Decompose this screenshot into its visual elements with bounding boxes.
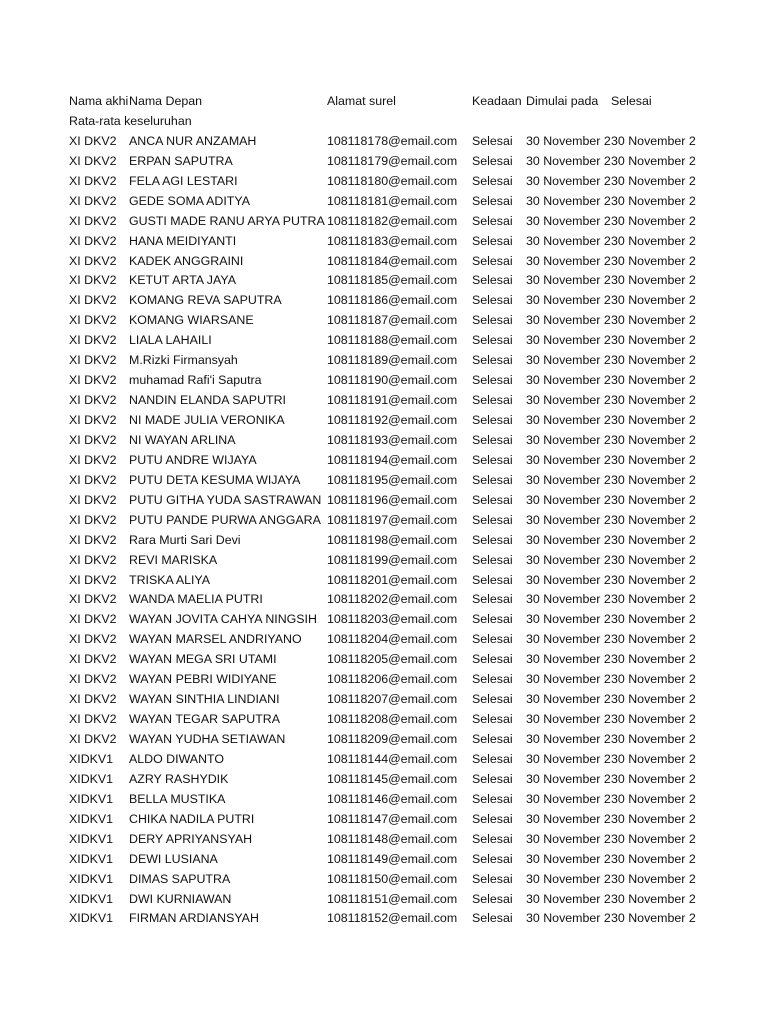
cell-name: CHIKA NADILA PUTRI	[129, 811, 255, 826]
cell-started: 30 November 2	[526, 373, 611, 388]
cell-started: 30 November 2	[526, 492, 611, 507]
cell-started: 30 November 2	[526, 532, 611, 547]
cell-class: XI DKV2	[69, 153, 117, 168]
cell-state: Selesai	[472, 732, 513, 746]
cell-class: XI DKV2	[69, 253, 117, 268]
cell-class: XI DKV2	[69, 432, 117, 447]
table-row	[69, 571, 709, 591]
table-row	[69, 551, 709, 571]
cell-class: XI DKV2	[69, 472, 117, 487]
cell-finished: 30 November 2	[611, 512, 696, 527]
cell-email: 108118199@email.com	[327, 552, 458, 567]
cell-state: Selesai	[472, 632, 513, 647]
cell-class: XIDKV1	[69, 831, 114, 846]
cell-class: XI DKV2	[69, 552, 117, 567]
overall-average-label: Rata-rata keseluruhan	[69, 113, 192, 128]
header-email: Alamat surel	[327, 94, 396, 108]
cell-email: 108118209@email.com	[327, 732, 458, 746]
cell-started: 30 November 2	[526, 911, 611, 926]
cell-started: 30 November 2	[526, 612, 611, 627]
cell-name: WAYAN TEGAR SAPUTRA	[129, 712, 281, 727]
cell-class: XI DKV2	[69, 492, 117, 507]
table-row	[69, 890, 709, 910]
cell-finished: 30 November 2	[611, 413, 696, 427]
cell-name: WAYAN JOVITA CAHYA NINGSIH	[129, 612, 317, 627]
cell-email: 108118178@email.com	[327, 133, 458, 148]
cell-email: 108118149@email.com	[327, 851, 458, 866]
cell-state: Selesai	[472, 153, 513, 168]
cell-finished: 30 November 2	[611, 791, 696, 806]
cell-email: 108118187@email.com	[327, 313, 458, 328]
cell-class: XI DKV2	[69, 413, 117, 427]
cell-email: 108118152@email.com	[327, 911, 458, 926]
cell-class: XIDKV1	[69, 851, 114, 866]
cell-class: XI DKV2	[69, 532, 117, 547]
cell-name: FIRMAN ARDIANSYAH	[129, 911, 259, 926]
cell-started: 30 November 2	[526, 193, 611, 208]
cell-class: XI DKV2	[69, 712, 117, 727]
cell-class: XI DKV2	[69, 333, 117, 348]
cell-started: 30 November 2	[526, 552, 611, 567]
cell-started: 30 November 2	[526, 313, 611, 328]
cell-class: XIDKV1	[69, 811, 114, 826]
table-row	[69, 391, 709, 411]
cell-email: 108118185@email.com	[327, 273, 458, 288]
cell-started: 30 November 2	[526, 452, 611, 467]
cell-name: NI WAYAN ARLINA	[129, 432, 236, 447]
cell-finished: 30 November 2	[611, 492, 696, 507]
table-row	[69, 311, 709, 331]
cell-class: XI DKV2	[69, 193, 117, 208]
cell-state: Selesai	[472, 771, 513, 786]
cell-started: 30 November 2	[526, 771, 611, 786]
cell-finished: 30 November 2	[611, 173, 696, 188]
cell-finished: 30 November 2	[611, 732, 696, 746]
cell-email: 108118204@email.com	[327, 632, 458, 647]
cell-finished: 30 November 2	[611, 851, 696, 866]
cell-finished: 30 November 2	[611, 253, 696, 268]
cell-finished: 30 November 2	[611, 751, 696, 766]
cell-email: 108118206@email.com	[327, 672, 458, 687]
cell-state: Selesai	[472, 831, 513, 846]
table-row	[69, 511, 709, 531]
cell-state: Selesai	[472, 133, 513, 148]
cell-finished: 30 November 2	[611, 672, 696, 687]
table-row	[69, 192, 709, 212]
cell-email: 108118196@email.com	[327, 492, 458, 507]
table-row	[69, 909, 709, 929]
cell-state: Selesai	[472, 791, 513, 806]
cell-state: Selesai	[472, 273, 513, 288]
cell-class: XI DKV2	[69, 173, 117, 188]
cell-name: KETUT ARTA JAYA	[129, 273, 236, 288]
table-row	[69, 232, 709, 252]
cell-state: Selesai	[472, 213, 513, 228]
cell-finished: 30 November 2	[611, 472, 696, 487]
cell-state: Selesai	[472, 173, 513, 188]
cell-finished: 30 November 2	[611, 233, 696, 248]
header-first-name: Nama Depan	[129, 94, 203, 108]
table-row	[69, 172, 709, 192]
cell-email: 108118208@email.com	[327, 712, 458, 727]
cell-email: 108118179@email.com	[327, 153, 458, 168]
cell-started: 30 November 2	[526, 811, 611, 826]
cell-state: Selesai	[472, 712, 513, 727]
cell-state: Selesai	[472, 572, 513, 587]
cell-started: 30 November 2	[526, 632, 611, 647]
cell-name: REVI MARISKA	[129, 552, 218, 567]
data-rows	[69, 132, 709, 930]
cell-started: 30 November 2	[526, 652, 611, 667]
cell-name: PUTU ANDRE WIJAYA	[129, 452, 257, 467]
cell-name: GEDE SOMA ADITYA	[129, 193, 250, 208]
cell-class: XI DKV2	[69, 452, 117, 467]
table-row	[69, 331, 709, 351]
cell-state: Selesai	[472, 313, 513, 328]
cell-started: 30 November 2	[526, 472, 611, 487]
cell-state: Selesai	[472, 393, 513, 408]
cell-state: Selesai	[472, 253, 513, 268]
cell-class: XIDKV1	[69, 771, 114, 786]
table-row	[69, 471, 709, 491]
cell-state: Selesai	[472, 452, 513, 467]
cell-state: Selesai	[472, 612, 513, 627]
cell-name: ANCA NUR ANZAMAH	[129, 133, 257, 148]
cell-class: XIDKV1	[69, 891, 114, 906]
cell-email: 108118202@email.com	[327, 592, 458, 607]
cell-finished: 30 November 2	[611, 771, 696, 786]
cell-finished: 30 November 2	[611, 831, 696, 846]
cell-finished: 30 November 2	[611, 612, 696, 627]
cell-name: PUTU GITHA YUDA SASTRAWAN	[129, 492, 322, 507]
cell-class: XI DKV2	[69, 592, 117, 607]
cell-finished: 30 November 2	[611, 692, 696, 707]
cell-started: 30 November 2	[526, 831, 611, 846]
cell-state: Selesai	[472, 592, 513, 607]
cell-email: 108118151@email.com	[327, 891, 458, 906]
cell-name: DWI KURNIAWAN	[129, 891, 232, 906]
table-row	[69, 850, 709, 870]
table-row	[69, 670, 709, 690]
cell-started: 30 November 2	[526, 293, 611, 308]
cell-name: KADEK ANGGRAINI	[129, 253, 244, 268]
cell-started: 30 November 2	[526, 891, 611, 906]
cell-started: 30 November 2	[526, 692, 611, 707]
cell-state: Selesai	[472, 333, 513, 348]
cell-started: 30 November 2	[526, 173, 611, 188]
cell-finished: 30 November 2	[611, 193, 696, 208]
cell-finished: 30 November 2	[611, 652, 696, 667]
cell-finished: 30 November 2	[611, 213, 696, 228]
cell-state: Selesai	[472, 373, 513, 388]
cell-state: Selesai	[472, 811, 513, 826]
cell-name: HANA MEIDIYANTI	[129, 233, 237, 248]
cell-state: Selesai	[472, 472, 513, 487]
cell-email: 108118203@email.com	[327, 612, 458, 627]
table-row	[69, 650, 709, 670]
cell-class: XIDKV1	[69, 751, 114, 766]
table-row	[69, 590, 709, 610]
cell-state: Selesai	[472, 512, 513, 527]
header-last-name: Nama akhi	[69, 94, 129, 108]
cell-name: PUTU DETA KESUMA WIJAYA	[129, 472, 301, 487]
cell-finished: 30 November 2	[611, 911, 696, 926]
cell-state: Selesai	[472, 293, 513, 308]
cell-name: WAYAN YUDHA SETIAWAN	[129, 732, 286, 746]
table-row	[69, 690, 709, 710]
table-row	[69, 710, 709, 730]
table-row	[69, 610, 709, 630]
table-row	[69, 870, 709, 890]
cell-email: 108118144@email.com	[327, 751, 458, 766]
cell-state: Selesai	[472, 353, 513, 368]
table-row	[69, 132, 709, 152]
overall-average-row	[69, 112, 709, 132]
table-row	[69, 152, 709, 172]
cell-finished: 30 November 2	[611, 373, 696, 388]
cell-finished: 30 November 2	[611, 572, 696, 587]
table-row	[69, 291, 709, 311]
cell-started: 30 November 2	[526, 432, 611, 447]
cell-email: 108118194@email.com	[327, 452, 458, 467]
cell-state: Selesai	[472, 692, 513, 707]
header-row	[69, 92, 709, 112]
cell-name: DERY APRIYANSYAH	[129, 831, 253, 846]
cell-class: XI DKV2	[69, 512, 117, 527]
cell-finished: 30 November 2	[611, 712, 696, 727]
cell-class: XI DKV2	[69, 572, 117, 587]
cell-name: WANDA MAELIA PUTRI	[129, 592, 263, 607]
cell-finished: 30 November 2	[611, 891, 696, 906]
cell-state: Selesai	[472, 871, 513, 886]
cell-finished: 30 November 2	[611, 273, 696, 288]
cell-started: 30 November 2	[526, 253, 611, 268]
header-finished: Selesai	[611, 94, 652, 108]
cell-email: 108118207@email.com	[327, 692, 458, 707]
cell-finished: 30 November 2	[611, 532, 696, 547]
table-row	[69, 770, 709, 790]
cell-email: 108118193@email.com	[327, 432, 458, 447]
cell-name: DEWI LUSIANA	[129, 851, 218, 866]
cell-email: 108118181@email.com	[327, 193, 458, 208]
cell-name: GUSTI MADE RANU ARYA PUTRA	[129, 213, 325, 228]
cell-state: Selesai	[472, 233, 513, 248]
cell-state: Selesai	[472, 851, 513, 866]
cell-started: 30 November 2	[526, 572, 611, 587]
cell-email: 108118197@email.com	[327, 512, 458, 527]
cell-email: 108118198@email.com	[327, 532, 458, 547]
table-row	[69, 451, 709, 471]
cell-started: 30 November 2	[526, 851, 611, 866]
cell-name: WAYAN PEBRI WIDIYANE	[129, 672, 277, 687]
cell-state: Selesai	[472, 652, 513, 667]
cell-started: 30 November 2	[526, 233, 611, 248]
table-row	[69, 351, 709, 371]
table-row	[69, 371, 709, 391]
cell-started: 30 November 2	[526, 413, 611, 427]
cell-class: XI DKV2	[69, 213, 117, 228]
cell-state: Selesai	[472, 413, 513, 427]
cell-state: Selesai	[472, 432, 513, 447]
cell-class: XI DKV2	[69, 373, 117, 388]
cell-started: 30 November 2	[526, 672, 611, 687]
cell-email: 108118146@email.com	[327, 791, 458, 806]
spreadsheet-sheet	[69, 92, 709, 929]
cell-email: 108118192@email.com	[327, 413, 458, 427]
cell-finished: 30 November 2	[611, 452, 696, 467]
cell-class: XI DKV2	[69, 353, 117, 368]
cell-class: XI DKV2	[69, 133, 117, 148]
cell-email: 108118186@email.com	[327, 293, 458, 308]
cell-name: LIALA LAHAILI	[129, 333, 212, 348]
table-row	[69, 491, 709, 511]
cell-state: Selesai	[472, 891, 513, 906]
cell-class: XI DKV2	[69, 632, 117, 647]
cell-class: XI DKV2	[69, 233, 117, 248]
cell-started: 30 November 2	[526, 712, 611, 727]
cell-name: WAYAN MARSEL ANDRIYANO	[129, 632, 302, 647]
cell-name: KOMANG REVA SAPUTRA	[129, 293, 282, 308]
cell-class: XI DKV2	[69, 313, 117, 328]
table-row	[69, 790, 709, 810]
cell-class: XI DKV2	[69, 672, 117, 687]
cell-class: XI DKV2	[69, 692, 117, 707]
cell-started: 30 November 2	[526, 273, 611, 288]
cell-name: PUTU PANDE PURWA ANGGARA	[129, 512, 321, 527]
cell-state: Selesai	[472, 672, 513, 687]
cell-email: 108118195@email.com	[327, 472, 458, 487]
table-row	[69, 810, 709, 830]
cell-name: FELA AGI LESTARI	[129, 173, 238, 188]
table-row	[69, 750, 709, 770]
cell-name: Rara Murti Sari Devi	[129, 532, 241, 547]
cell-class: XIDKV1	[69, 911, 114, 926]
cell-started: 30 November 2	[526, 333, 611, 348]
cell-finished: 30 November 2	[611, 353, 696, 368]
cell-finished: 30 November 2	[611, 333, 696, 348]
table-row	[69, 252, 709, 272]
cell-email: 108118145@email.com	[327, 771, 458, 786]
cell-class: XI DKV2	[69, 732, 117, 746]
cell-started: 30 November 2	[526, 353, 611, 368]
cell-class: XI DKV2	[69, 273, 117, 288]
cell-finished: 30 November 2	[611, 133, 696, 148]
cell-state: Selesai	[472, 911, 513, 926]
table-row	[69, 271, 709, 291]
cell-name: M.Rizki Firmansyah	[129, 353, 238, 368]
cell-name: NANDIN ELANDA SAPUTRI	[129, 393, 286, 408]
cell-name: WAYAN SINTHIA LINDIANI	[129, 692, 280, 707]
cell-name: ALDO DIWANTO	[129, 751, 225, 766]
header-state: Keadaan	[472, 94, 522, 108]
cell-name: ERPAN SAPUTRA	[129, 153, 233, 168]
cell-class: XI DKV2	[69, 393, 117, 408]
cell-class: XI DKV2	[69, 612, 117, 627]
cell-finished: 30 November 2	[611, 432, 696, 447]
cell-email: 108118201@email.com	[327, 572, 458, 587]
cell-finished: 30 November 2	[611, 313, 696, 328]
cell-name: TRISKA ALIYA	[129, 572, 211, 587]
cell-email: 108118147@email.com	[327, 811, 458, 826]
cell-name: AZRY RASHYDIK	[129, 771, 229, 786]
cell-state: Selesai	[472, 193, 513, 208]
cell-started: 30 November 2	[526, 153, 611, 168]
cell-name: DIMAS SAPUTRA	[129, 871, 231, 886]
table-row	[69, 630, 709, 650]
header-started: Dimulai pada	[526, 94, 599, 108]
cell-started: 30 November 2	[526, 592, 611, 607]
cell-email: 108118150@email.com	[327, 871, 458, 886]
cell-finished: 30 November 2	[611, 293, 696, 308]
cell-email: 108118180@email.com	[327, 173, 458, 188]
table-row	[69, 531, 709, 551]
cell-class: XIDKV1	[69, 791, 114, 806]
table-row	[69, 212, 709, 232]
cell-started: 30 November 2	[526, 791, 611, 806]
cell-finished: 30 November 2	[611, 632, 696, 647]
table-row	[69, 830, 709, 850]
cell-name: BELLA MUSTIKA	[129, 791, 226, 806]
cell-started: 30 November 2	[526, 133, 611, 148]
cell-class: XIDKV1	[69, 871, 114, 886]
cell-class: XI DKV2	[69, 652, 117, 667]
cell-started: 30 November 2	[526, 512, 611, 527]
cell-class: XI DKV2	[69, 293, 117, 308]
cell-email: 108118205@email.com	[327, 652, 458, 667]
cell-name: muhamad Rafi'i Saputra	[129, 373, 262, 388]
cell-started: 30 November 2	[526, 751, 611, 766]
cell-finished: 30 November 2	[611, 153, 696, 168]
cell-email: 108118182@email.com	[327, 213, 458, 228]
cell-email: 108118190@email.com	[327, 373, 458, 388]
cell-started: 30 November 2	[526, 213, 611, 228]
cell-email: 108118183@email.com	[327, 233, 458, 248]
table-row	[69, 411, 709, 431]
cell-email: 108118188@email.com	[327, 333, 458, 348]
cell-finished: 30 November 2	[611, 592, 696, 607]
cell-state: Selesai	[472, 492, 513, 507]
cell-email: 108118184@email.com	[327, 253, 458, 268]
cell-started: 30 November 2	[526, 732, 611, 746]
cell-name: NI MADE JULIA VERONIKA	[129, 413, 285, 427]
cell-started: 30 November 2	[526, 871, 611, 886]
cell-email: 108118191@email.com	[327, 393, 458, 408]
cell-state: Selesai	[472, 552, 513, 567]
cell-finished: 30 November 2	[611, 552, 696, 567]
table-row	[69, 431, 709, 451]
cell-finished: 30 November 2	[611, 811, 696, 826]
cell-email: 108118148@email.com	[327, 831, 458, 846]
table-row	[69, 730, 709, 750]
cell-finished: 30 November 2	[611, 393, 696, 408]
cell-name: WAYAN MEGA SRI UTAMI	[129, 652, 277, 667]
cell-name: KOMANG WIARSANE	[129, 313, 254, 328]
cell-email: 108118189@email.com	[327, 353, 458, 368]
cell-state: Selesai	[472, 532, 513, 547]
cell-started: 30 November 2	[526, 393, 611, 408]
cell-state: Selesai	[472, 751, 513, 766]
cell-finished: 30 November 2	[611, 871, 696, 886]
